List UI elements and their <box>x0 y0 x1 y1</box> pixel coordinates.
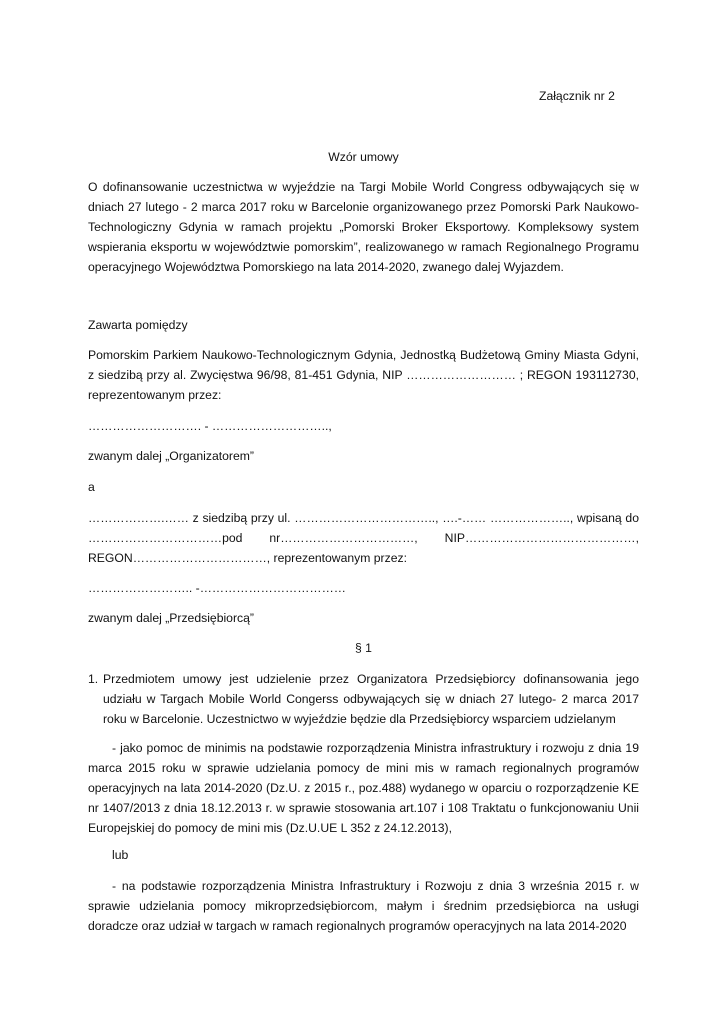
and-label: a <box>88 480 95 494</box>
party2-representatives: …………………….. -……………………………… <box>88 581 346 595</box>
between-label: Zawarta pomiędzy <box>88 318 188 332</box>
option2-paragraph: - na podstawie rozporządzenia Ministra Infrastruktury i Rozwoju z dnia 3 września 2015 r. w sprawie udzielania pomocy mikroprzedsiębiorcom, małym i średnim przedsiębiorca na usługi doradcze oraz udział w targach w ramach regionalnych programów operacyjnych na lata 2014-2020 <box>88 879 639 933</box>
party1-representatives: ………………………. - ……………………….., <box>88 419 332 433</box>
party2-line2: ……………………………pod nr……………………………, NIP……………………………………, <box>88 531 639 545</box>
party1-called: zwanym dalej „Organizatorem” <box>88 449 254 463</box>
section-heading: § 1 <box>355 641 372 655</box>
clause-number: 1. <box>88 672 99 686</box>
party1-paragraph: Pomorskim Parkiem Naukowo-Technologicznym Gdynia, Jednostką Budżetową Gminy Miasta Gdyni, z siedzibą przy al. Zwycięstwa 96/98, 81-451 Gdynia, NIP ……………………… ; REGON 193112730, reprezentowanym przez: <box>88 348 639 402</box>
option1-paragraph: - jako pomoc de minimis na podstawie rozporządzenia Ministra infrastruktury i rozwoju z dnia 19 marca 2015 roku w sprawie udzielania pomocy de mini mis w ramach regionalnych programów operacyjnych na lata 2014-2020 (Dz.U. z 2015 r., poz.488) wydanego w oparciu o rozporządzenie KE nr 1407/2013 z dnia 18.12.2013 r. w sprawie stosowania art.107 i 108 Traktatu o funkcjonowaniu Unii Europejskiej do pomocy de mini mis (Dz.U.UE L 352 z 24.12.2013), <box>88 741 639 835</box>
intro-paragraph: O dofinansowanie uczestnictwa w wyjeździe na Targi Mobile World Congress odbywających się w dniach 27 lutego - 2 marca 2017 roku w Barcelonie organizowanego przez Pomorski Park Naukowo-Technologiczny Gdynia w ramach projektu „Pomorski Broker Eksportowy. Kompleksowy system wspierania eksportu w województwie pomorskim”, realizowanego w ramach Regionalnego Programu operacyjnego Województwa Pomorskiego na lata 2014-2020, zwanego dalej Wyjazdem. <box>88 180 639 274</box>
clause-text: Przedmiotem umowy jest udzielenie przez Organizatora Przedsiębiorcy dofinansowania jego udziału w Targach Mobile World Congerss odbywających się w dniach 27 lutego- 2 marca 2017 roku w Barcelonie. Uczestnictwo w wyjeździe będzie dla Przedsiębiorcy wsparciem udzielanym <box>103 672 639 726</box>
party2-line3: REGON……………………………, reprezentowanym przez: <box>88 551 407 565</box>
document-title: Wzór umowy <box>328 150 399 164</box>
or-label: lub <box>112 848 129 862</box>
attachment-label: Załącznik nr 2 <box>539 89 615 103</box>
party2-called: zwanym dalej „Przedsiębiorcą” <box>88 611 254 625</box>
party2-line1: ……………….…… z siedzibą przy ul. …………………………….., ….-…… ……………….., wpisaną do <box>88 511 639 525</box>
